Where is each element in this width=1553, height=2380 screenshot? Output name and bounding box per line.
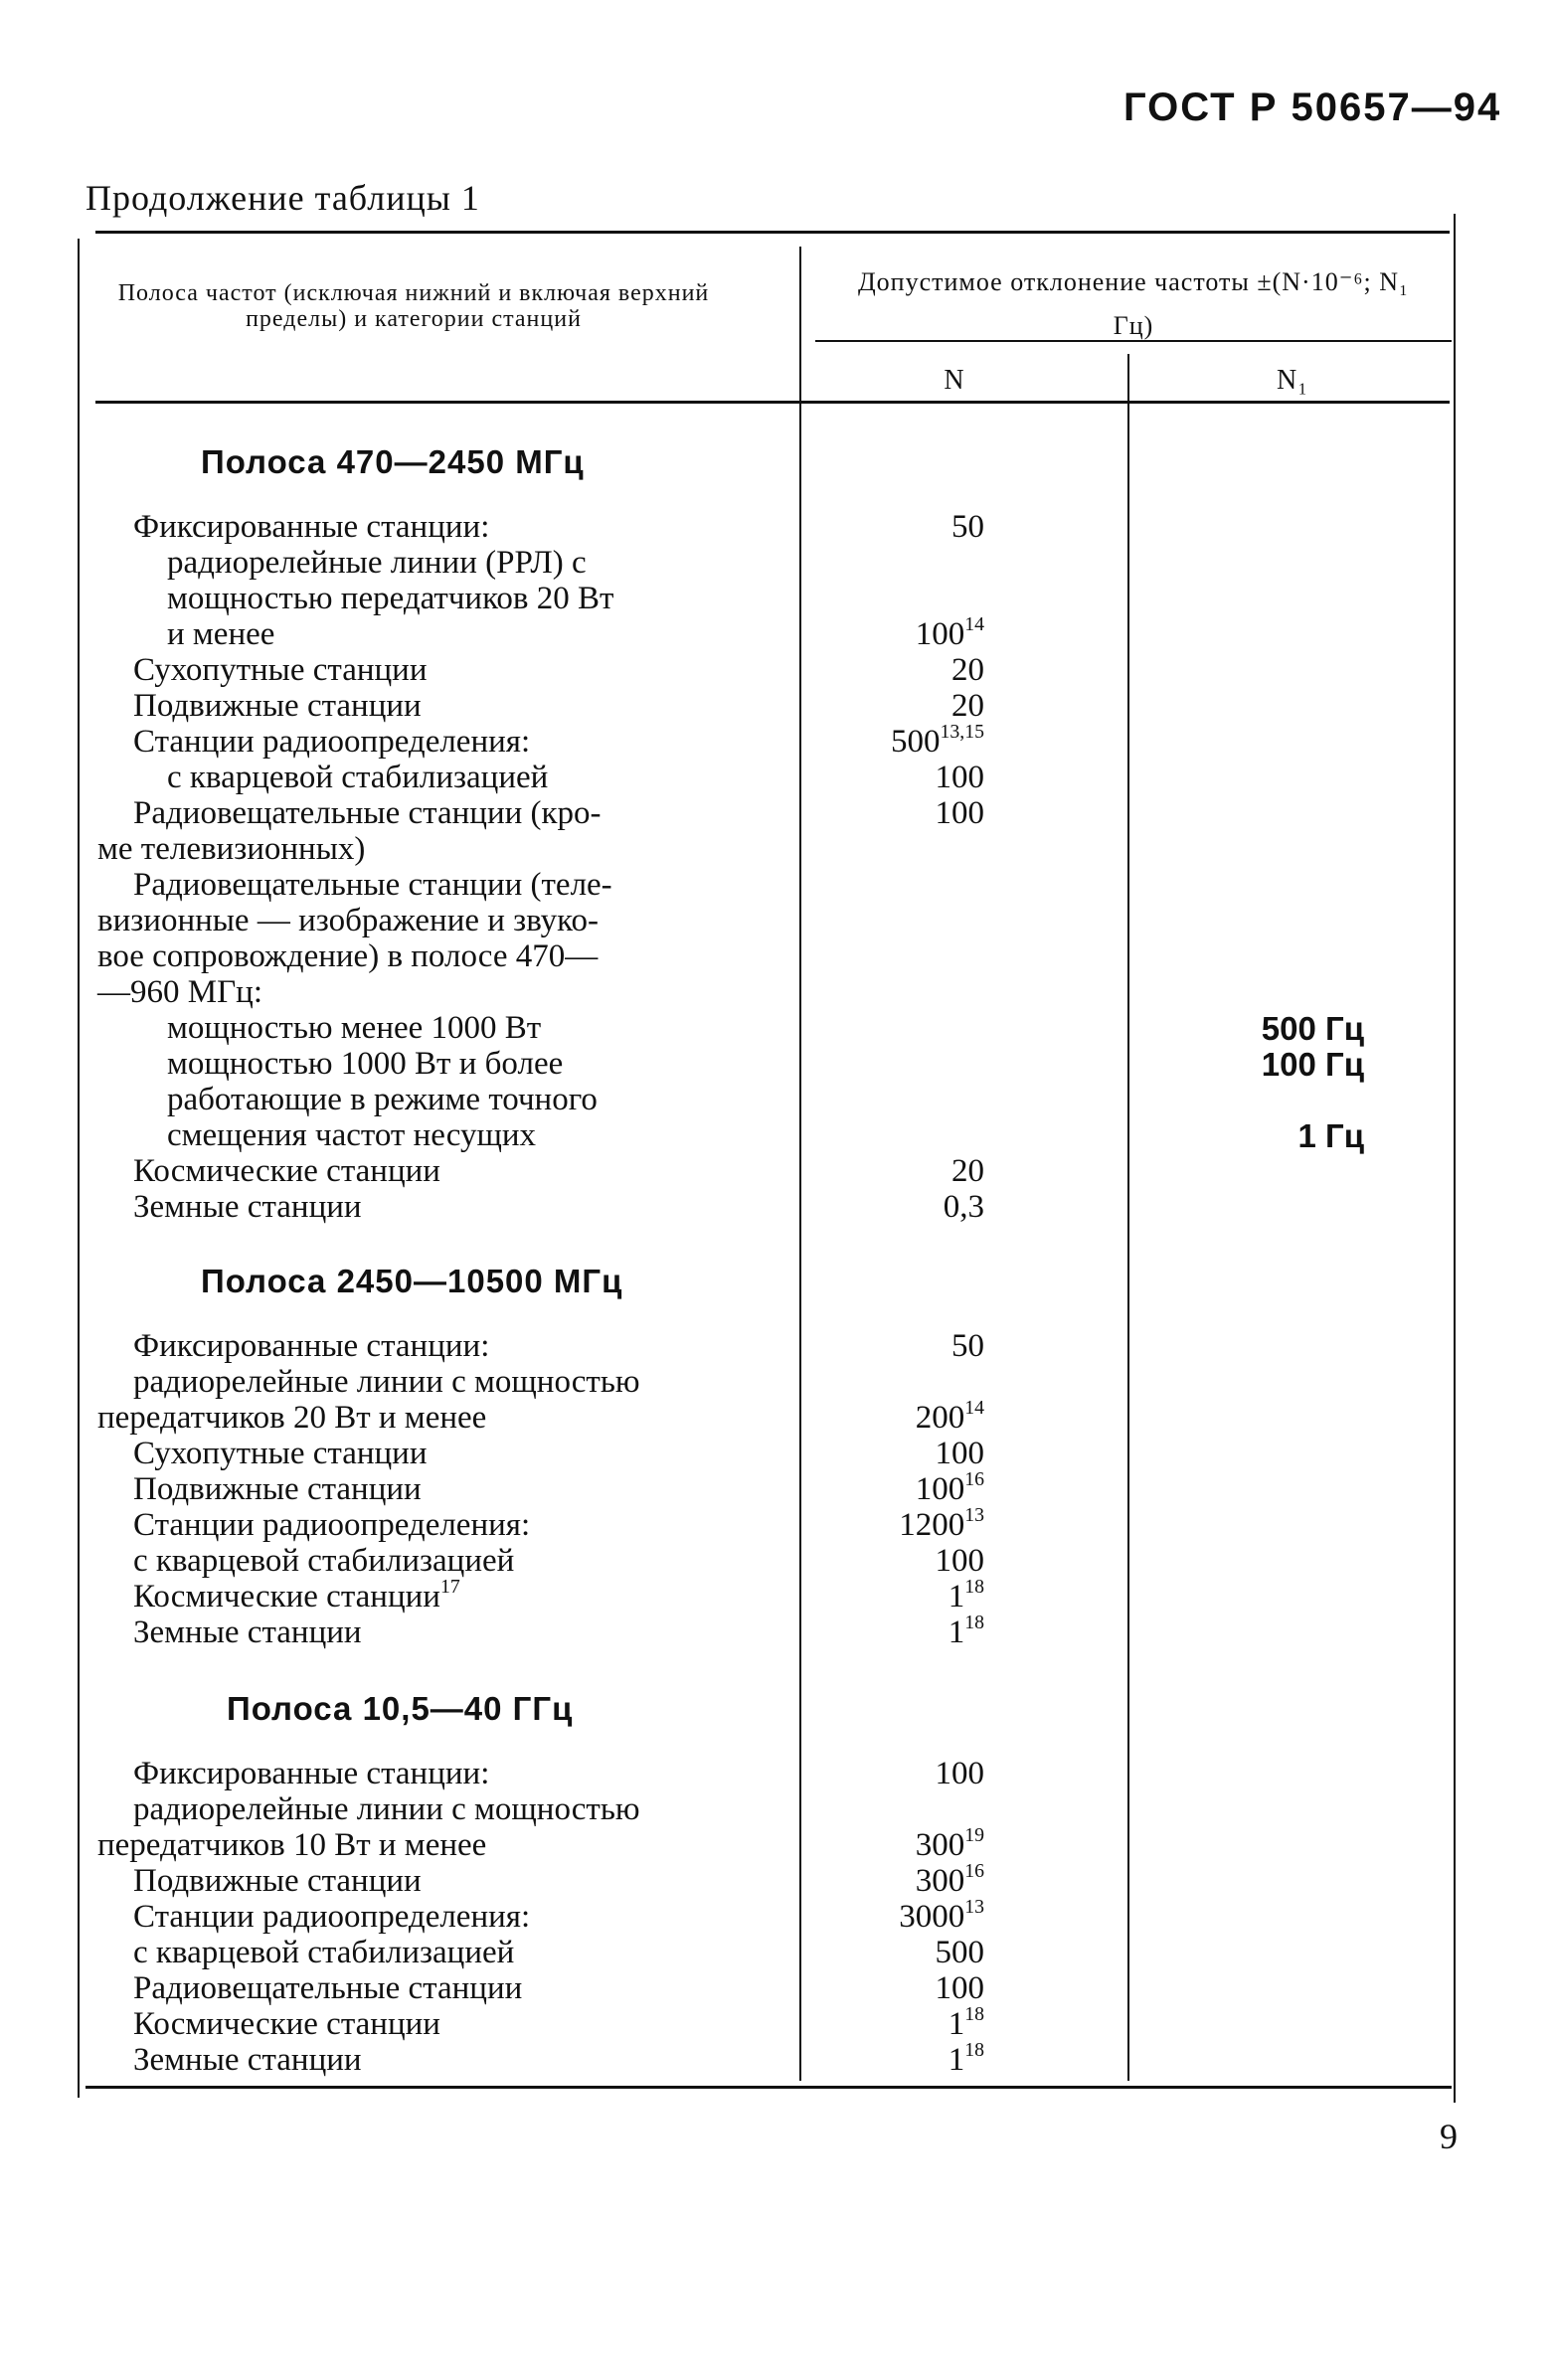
page-number: 9 (1440, 2117, 1458, 2156)
value-n: $100^{16}$ (915, 1468, 984, 1507)
row-label: с кварцевой стабилизацией (167, 760, 549, 795)
table-row (0, 867, 1553, 903)
value-n: 500 (935, 1935, 984, 1970)
table-row (0, 1612, 1553, 1650)
value-n1: 1 Гц (1297, 1117, 1364, 1154)
value-n: 100 (935, 795, 984, 831)
table-row (0, 974, 1553, 1010)
table-row (0, 1756, 1553, 1791)
value-n1: 500 Гц (1261, 1010, 1364, 1047)
value-n: $1^{18}$ (948, 2003, 984, 2042)
table-row (0, 1010, 1553, 1046)
row-label: Земные станции (133, 1615, 362, 1650)
table-row (0, 613, 1553, 652)
row-label: с кварцевой стабилизацией (133, 1935, 515, 1970)
value-n: 0,3 (943, 1189, 984, 1225)
row-label: Радиовещательные станции (133, 1970, 523, 2006)
table-row (0, 1860, 1553, 1899)
row-label: Радиовещательные станции (кро- (133, 795, 602, 831)
table-row (0, 509, 1553, 545)
value-n: $300^{16}$ (915, 1860, 984, 1899)
row-label: Станции радиоопределения: (133, 1507, 531, 1543)
value-n: 50 (951, 1328, 984, 1364)
table-row (0, 2003, 1553, 2042)
row-label: работающие в режиме точного (167, 1082, 598, 1117)
row-label: радиорелейные линии (РРЛ) с (167, 545, 587, 581)
row-label: Космические станции (133, 2006, 440, 2042)
value-n: $1^{18}$ (948, 1576, 984, 1615)
table-row (0, 831, 1553, 867)
table-row (0, 1328, 1553, 1364)
row-label: радиорелейные линии с мощностью (133, 1364, 640, 1400)
col-header-deviation: Допустимое отклонение частоты ±(N·10⁻⁶; N₁ Гц) (857, 267, 1410, 340)
row-label: Подвижные станции (133, 688, 422, 724)
col-header-n1: N₁ (1277, 365, 1308, 396)
value-n: 1200$^{13}$ (899, 1504, 984, 1543)
col-header-band: Полоса частот (исключая нижний и включая верхний пределы) и категории станций (117, 280, 710, 332)
row-label: мощностью менее 1000 Вт (167, 1010, 542, 1046)
table-row (0, 1082, 1553, 1117)
table-row (0, 1189, 1553, 1225)
table-continuation-caption: Продолжение таблицы 1 (86, 178, 480, 218)
row-label: и менее (167, 616, 275, 652)
row-label: ме телевизионных) (97, 831, 366, 867)
row-label: Фиксированные станции: (133, 1756, 490, 1791)
table-row (0, 1543, 1553, 1579)
value-n: 100 (935, 760, 984, 795)
value-n: 500$^{13,15}$ (890, 721, 984, 760)
table-row (0, 1153, 1553, 1189)
value-n1: 100 Гц (1261, 1046, 1364, 1083)
row-label: Фиксированные станции: (133, 509, 490, 545)
value-footnote-ref: 13 (964, 1504, 984, 1527)
table-row (0, 1935, 1553, 1970)
table-row (0, 652, 1553, 688)
value-n: 20 (951, 1153, 984, 1189)
table-row (0, 1468, 1553, 1507)
value-n: 20 (951, 652, 984, 688)
table-row (0, 1436, 1553, 1471)
table-row (0, 1791, 1553, 1827)
table-row (0, 1504, 1553, 1543)
row-label: Станции радиоопределения: (133, 724, 531, 760)
table-bottom-border (86, 2086, 1452, 2089)
value-n: 100 (935, 1436, 984, 1471)
row-label: радиорелейные линии с мощностью (133, 1791, 640, 1827)
row-label: Радиовещательные станции (теле- (133, 867, 612, 903)
value-footnote-ref: 13 (964, 1896, 984, 1919)
value-n: $1^{18}$ (948, 2039, 984, 2078)
table-row (0, 1397, 1553, 1436)
value-footnote-ref: 16 (964, 1860, 984, 1883)
row-label: Космические станции (133, 1153, 440, 1189)
row-label: смещения частот несущих (167, 1117, 537, 1153)
table-row (0, 1117, 1553, 1153)
value-footnote-ref: 18 (964, 1612, 984, 1634)
row-label: Станции радиоопределения: (133, 1899, 531, 1935)
row-label: Сухопутные станции (133, 1436, 428, 1471)
row-label: передатчиков 10 Вт и менее (97, 1827, 487, 1863)
row-label: Подвижные станции (133, 1863, 422, 1899)
header-bottom-border (95, 401, 1450, 404)
value-footnote-ref: 13,15 (940, 721, 984, 744)
row-label: Космические станции$^{17}$ (133, 1576, 460, 1615)
col-header-n: N (944, 365, 965, 396)
table-row (0, 2039, 1553, 2078)
row-label: мощностью 1000 Вт и более (167, 1046, 564, 1082)
row-label: мощностью передатчиков 20 Вт (167, 581, 614, 616)
value-n: 100 (935, 1756, 984, 1791)
band-heading: Полоса 10,5—40 ГГц (227, 1690, 574, 1727)
table-row (0, 760, 1553, 795)
table-row (0, 1824, 1553, 1863)
value-n: $100^{14}$ (915, 613, 984, 652)
table-row (0, 903, 1553, 938)
document-code: ГОСТ Р 50657—94 (1123, 85, 1502, 129)
row-label: передатчиков 20 Вт и менее (97, 1400, 487, 1436)
table-top-border (95, 231, 1450, 234)
value-n: 100 (935, 1970, 984, 2006)
row-label: Сухопутные станции (133, 652, 428, 688)
value-n: 50 (951, 509, 984, 545)
value-n: $1^{18}$ (948, 1612, 984, 1650)
value-n: $300^{19}$ (915, 1824, 984, 1863)
table-row (0, 938, 1553, 974)
row-label: Земные станции (133, 1189, 362, 1225)
table-row (0, 1896, 1553, 1935)
value-footnote-ref: 14 (964, 1397, 984, 1420)
value-footnote-ref: 14 (964, 613, 984, 636)
table-row (0, 581, 1553, 616)
value-footnote-ref: 18 (964, 1576, 984, 1599)
value-footnote-ref: 18 (964, 2039, 984, 2062)
value-n: 3000$^{13}$ (899, 1896, 984, 1935)
table-row (0, 795, 1553, 831)
row-label: Земные станции (133, 2042, 362, 2078)
row-label: Фиксированные станции: (133, 1328, 490, 1364)
value-n: 100 (935, 1543, 984, 1579)
label-footnote-ref: 17 (439, 1576, 460, 1599)
table-row (0, 1046, 1553, 1082)
row-label: Подвижные станции (133, 1471, 422, 1507)
value-n: $200^{14}$ (915, 1397, 984, 1436)
table-row (0, 545, 1553, 581)
table-row (0, 688, 1553, 724)
band-heading: Полоса 470—2450 МГц (201, 443, 585, 480)
value-footnote-ref: 18 (964, 2003, 984, 2026)
value-n: 20 (951, 688, 984, 724)
row-label: с кварцевой стабилизацией (133, 1543, 515, 1579)
row-label: —960 МГц: (97, 974, 262, 1010)
table-row (0, 1364, 1553, 1400)
row-label: визионные — изображение и звуко- (97, 903, 599, 938)
table-row (0, 1576, 1553, 1615)
value-footnote-ref: 19 (964, 1824, 984, 1847)
row-label: вое сопровождение) в полосе 470— (97, 938, 599, 974)
band-heading: Полоса 2450—10500 МГц (201, 1263, 623, 1299)
table-row (0, 721, 1553, 760)
table-row (0, 1970, 1553, 2006)
value-footnote-ref: 16 (964, 1468, 984, 1491)
